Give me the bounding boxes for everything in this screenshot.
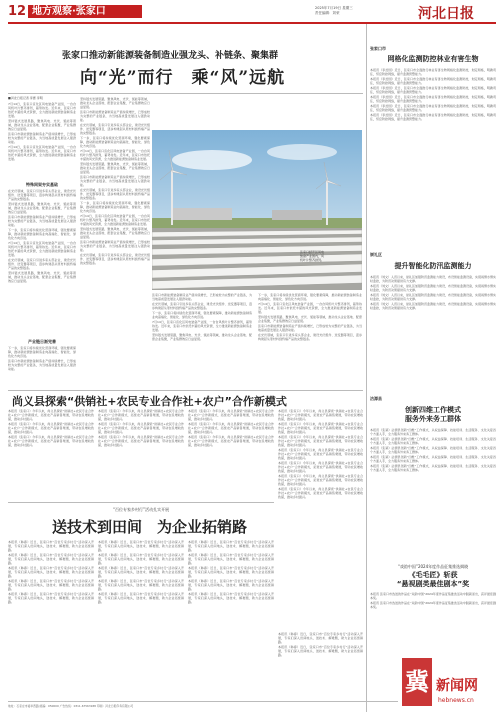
issue-date: 2025年7月19日 星期三 [315,6,353,10]
right-kicker-4: “戏韵中国”2024年度作品征集推选揭晓 [397,564,469,569]
story-2-col3: 本报讯（张家口）今年以来，尚义县探索“供销社+农民专业合作社+农户”合作新模式，拓宽农产品销售渠道，带动农民增收致富，推动乡村振兴。 本报讯（张家口）今年以来，尚义县探索“供销社+农民专业合作社+农户”合作新模式，拓宽农产品销售渠道，带动农民增收致富，推动乡村振兴。 本报讯（张家口）今年以来，尚义县探索“供销社+农民专业合作社+农户”合作新模式，拓宽农产品销售渠道，带动农民增收致富，推动乡村振兴。 [188,409,274,447]
story-3-col4: 本报讯（韩春）近日，张家口市“百位专家乡村行”活动深入开展，专家们深入田间地头，送技术、解难题，助力企业拓宽销路。 本报讯（韩春）近日，张家口市“百位专家乡村行”活动深入开展，专家们深入田间地头，送技术、解难题，助力企业拓宽销路。 [278,632,363,657]
right-title-2: 提升智能化防汛监测能力 [394,262,472,270]
lead-byline: ■河北日报记者 李惠 李明 [8,96,43,100]
right-section-1: 张家口市 [370,46,386,51]
story-2-title: 尚义县探索“供销社+农民专业合作社+农户”合作新模式 [12,395,287,408]
svg-text:新闻网: 新闻网 [436,678,478,694]
footer-rule [8,701,398,702]
lead-kicker: 张家口推动新能源装备制造业强龙头、补链条、聚集群 [62,51,279,61]
date-line [315,6,415,16]
watermark-logo [402,654,498,710]
story-2-col2: 本报讯（张家口）今年以来，尚义县探索“供销社+农民专业合作社+农户”合作新模式，拓宽农产品销售渠道，带动农民增收致富，推动乡村振兴。 本报讯（张家口）今年以来，尚义县探索“供销社+农民专业合作社+农户”合作新模式，拓宽农产品销售渠道，带动农民增收致富，推动乡村振兴。 本报讯（张家口）今年以来，尚义县探索“供销社+农民专业合作社+农户”合作新模式，拓宽农产品销售渠道，带动农民增收致富，推动乡村振兴。 [98,409,184,447]
svg-text:冀: 冀 [405,667,429,696]
right-column-divider [366,24,367,712]
story-2-top-rule [8,390,363,391]
lead-subhead-2: 产业链日渐完善 [28,339,56,344]
right-body-3: 本报讯（张颖）沽源县创新“四维”工作模式，从权益保障、技能培训、生活服务、文化关爱四个方面入手，全力服务外来务工群体。 本报讯（张颖）沽源县创新“四维”工作模式，从权益保障、技能培训、生活服务、文化关爱四个方面入手，全力服务外来务工群体。 本报讯（张颖）沽源县创新“四维”工作模式，从权益保障、技能培训、生活服务、文化关爱四个方面入手，全力服务外来务工群体。 本报讯（张颖）沽源县创新“四维”工作模式，从权益保障、技能培训、生活服务、文化关爱四个方面入手，全力服务外来务工群体。 本报讯（张颖）沽源县创新“四维”工作模式，从权益保障、技能培训、生活服务、文化关爱四个方面入手，全力服务外来务工群体。 [370,428,496,472]
story-3-top-rule [8,502,274,503]
masthead-logo: 河北日报 [418,6,474,22]
story-3-col3: 本报讯（韩春）近日，张家口市“百位专家乡村行”活动深入开展，专家们深入田间地头，送技术、解难题，助力企业拓宽销路。 本报讯（韩春）近日，张家口市“百位专家乡村行”活动深入开展，专家们深入田间地头，送技术、解难题，助力企业拓宽销路。 本报讯（韩春）近日，张家口市“百位专家乡村行”活动深入开展，专家们深入田间地头，送技术、解难题，助力企业拓宽销路。 本报讯（韩春）近日，张家口市“百位专家乡村行”活动深入开展，专家们深入田间地头，送技术、解难题，助力企业拓宽销路。 本报讯（韩春）近日，张家口市“百位专家乡村行”活动深入开展，专家们深入田间地头，送技术、解难题，助力企业拓宽销路。 [188,540,274,604]
editor-line: 责任编辑：刘荣 [315,11,340,15]
lead-subhead-1: 特殊网架夯实基础 [26,182,58,187]
headline-divider [8,93,363,94]
story-3-col2: 本报讯（韩春）近日，张家口市“百位专家乡村行”活动深入开展，专家们深入田间地头，送技术、解难题，助力企业拓宽销路。 本报讯（韩春）近日，张家口市“百位专家乡村行”活动深入开展，专家们深入田间地头，送技术、解难题，助力企业拓宽销路。 本报讯（韩春）近日，张家口市“百位专家乡村行”活动深入开展，专家们深入田间地头，送技术、解难题，助力企业拓宽销路。 本报讯（韩春）近日，张家口市“百位专家乡村行”活动深入开展，专家们深入田间地头，送技术、解难题，助力企业拓宽销路。 本报讯（韩春）近日，张家口市“百位专家乡村行”活动深入开展，专家们深入田间地头，送技术、解难题，助力企业拓宽销路。 [98,540,184,604]
right-title-1: 网格化监测防控林业有害生物 [387,55,479,63]
footer-text: 地址：石家庄市裕华西路 邮编：050000 广告热线：0311-67563188 印刷：河北日报印务有限公司 [8,704,134,708]
right-title-3: 创新四维工作模式 服务外来务工群体 [405,406,461,423]
lead-body-col2: 坚持链式发展思路，聚焦风电、光伏、氢能等领域，推动龙头企业落地、配套企业集聚，产业集群效应日益显现。 张家口市新能源装备制造业产值持续增长，已形成较为完整的产业链条，为当地高质量发展注入强劲动能。 在光伏领域，张家口引进多家头部企业，建设光伏组件、逆变器等项目，逐步构建起从原材料到终端产品的完整链条。 下一步，张家口将持续优化营商环境，强化要素保障，推动新能源装备制造业向高端化、智能化、绿色化方向迈进。 7月14日，张家口宣化区风电装备产业园，一台台风机叶片整齐排列，蓄势待发。近年来，张家口市依托丰富的风光资源，全力推进新能源装备制造业发展。 坚持链式发展思路，聚焦风电、光伏、氢能等领域，推动龙头企业落地、配套企业集聚，产业集群效应日益显现。 张家口市新能源装备制造业产值持续增长，已形成较为完整的产业链条，为当地高质量发展注入强劲动能。 在光伏领域，张家口引进多家头部企业，建设光伏组件、逆变器等项目，逐步构建起从原材料到终端产品的完整链条。 下一步，张家口将持续优化营商环境，强化要素保障，推动新能源装备制造业向高端化、智能化、绿色化方向迈进。 7月14日，张家口宣化区风电装备产业园，一台台风机叶片整齐排列，蓄势待发。近年来，张家口市依托丰富的风光资源，全力推进新能源装备制造业发展。 坚持链式发展思路，聚焦风电、光伏、氢能等领域，推动龙头企业落地、配套企业集聚，产业集群效应日益显现。 张家口市新能源装备制造业产值持续增长，已形成较为完整的产业链条，为当地高质量发展注入强劲动能。 在光伏领域，张家口引进多家头部企业，建设光伏组件、逆变器等项目，逐步构建起从原材料到终端产品的完整链条。 [80,97,150,265]
section-title: 地方观察·张家口 [28,5,142,18]
header-rule [8,22,496,24]
lead-photo [152,130,362,290]
story-2-col1: 本报讯（张家口）今年以来，尚义县探索“供销社+农民专业合作社+农户”合作新模式，拓宽农产品销售渠道，带动农民增收致富，推动乡村振兴。 本报讯（张家口）今年以来，尚义县探索“供销社+农民专业合作社+农户”合作新模式，拓宽农产品销售渠道，带动农民增收致富，推动乡村振兴。 本报讯（张家口）今年以来，尚义县探索“供销社+农民专业合作社+农户”合作新模式，拓宽农产品销售渠道，带动农民增收致富，推动乡村振兴。 [8,409,94,447]
story-3-col1: 本报讯（韩春）近日，张家口市“百位专家乡村行”活动深入开展，专家们深入田间地头，送技术、解难题，助力企业拓宽销路。 本报讯（韩春）近日，张家口市“百位专家乡村行”活动深入开展，专家们深入田间地头，送技术、解难题，助力企业拓宽销路。 本报讯（韩春）近日，张家口市“百位专家乡村行”活动深入开展，专家们深入田间地头，送技术、解难题，助力企业拓宽销路。 本报讯（韩春）近日，张家口市“百位专家乡村行”活动深入开展，专家们深入田间地头，送技术、解难题，助力企业拓宽销路。 本报讯（韩春）近日，张家口市“百位专家乡村行”活动深入开展，专家们深入田间地头，送技术、解难题，助力企业拓宽销路。 [8,540,94,604]
lead-headline: 向“光”而行 乘“风”远航 [80,68,286,88]
right-section-3: 沽源县 [370,396,382,401]
right-section-2: 崇礼区 [370,252,382,257]
wind-turbine-photo [152,130,362,290]
photo-caption: 张家口经开区风电装备产业园内，风机叶片整齐排列。 [300,250,324,262]
lead-body-col4: 下一步，张家口将持续优化营商环境，强化要素保障，推动新能源装备制造业向高端化、智能化、绿色化方向迈进。 7月14日，张家口宣化区风电装备产业园，一台台风机叶片整齐排列，蓄势待发。近年来，张家口市依托丰富的风光资源，全力推进新能源装备制造业发展。 坚持链式发展思路，聚焦风电、光伏、氢能等领域，推动龙头企业落地、配套企业集聚，产业集群效应日益显现。 张家口市新能源装备制造业产值持续增长，已形成较为完整的产业链条，为当地高质量发展注入强劲动能。 在光伏领域，张家口引进多家头部企业，建设光伏组件、逆变器等项目，逐步构建起从原材料到终端产品的完整链条。 [258,293,362,341]
lead-body-col1b: 在光伏领域，张家口引进多家头部企业，建设光伏组件、逆变器等项目，逐步构建起从原材料到终端产品的完整链条。 坚持链式发展思路，聚焦风电、光伏、氢能等领域，推动龙头企业落地、配套企业集聚，产业集群效应日益显现。 张家口市新能源装备制造业产值持续增长，已形成较为完整的产业链条，为当地高质量发展注入强劲动能。 下一步，张家口将持续优化营商环境，强化要素保障，推动新能源装备制造业向高端化、智能化、绿色化方向迈进。 7月14日，张家口宣化区风电装备产业园，一台台风机叶片整齐排列，蓄势待发。近年来，张家口市依托丰富的风光资源，全力推进新能源装备制造业发展。 在光伏领域，张家口引进多家头部企业，建设光伏组件、逆变器等项目，逐步构建起从原材料到终端产品的完整链条。 坚持链式发展思路，聚焦风电、光伏、氢能等领域，推动龙头企业落地、配套企业集聚，产业集群效应日益显现。 [8,189,76,283]
lead-body-col1c: 下一步，张家口将持续优化营商环境，强化要素保障，推动新能源装备制造业向高端化、智能化、绿色化方向迈进。 张家口市新能源装备制造业产值持续增长，已形成较为完整的产业链条，为当地高质量发展注入强劲动能。 [8,346,76,371]
lead-body-col3: 张家口市新能源装备制造业产值持续增长，已形成较为完整的产业链条，为当地高质量发展注入强劲动能。 在光伏领域，张家口引进多家头部企业，建设光伏组件、逆变器等项目，逐步构建起从原材料到终端产品的完整链条。 下一步，张家口将持续优化营商环境，强化要素保障，推动新能源装备制造业向高端化、智能化、绿色化方向迈进。 7月14日，张家口宣化区风电装备产业园，一台台风机叶片整齐排列，蓄势待发。近年来，张家口市依托丰富的风光资源，全力推进新能源装备制造业发展。 坚持链式发展思路，聚焦风电、光伏、氢能等领域，推动龙头企业落地、配套企业集聚，产业集群效应日益显现。 [152,293,252,341]
right-body-2: 本报讯（刘文）入汛以来，崇礼区加强防汛监测能力建设，布设智能监测设备，实现雨情水情实时监控，为防汛决策提供有力支撑。 本报讯（刘文）入汛以来，崇礼区加强防汛监测能力建设，布设智能监测设备，实现雨情水情实时监控，为防汛决策提供有力支撑。 本报讯（刘文）入汛以来，崇礼区加强防汛监测能力建设，布设智能监测设备，实现雨情水情实时监控，为防汛决策提供有力支撑。 本报讯（刘文）入汛以来，崇礼区加强防汛监测能力建设，布设智能监测设备，实现雨情水情实时监控，为防汛决策提供有力支撑。 [370,275,496,310]
right-body-4: 本报讯 张家口市选送的作品在“戏韵中国”2024年度作品征集推选活动中脱颖而出，获评最佳剧本奖。 本报讯 张家口市选送的作品在“戏韵中国”2024年度作品征集推选活动中脱颖而出，获评最佳剧本奖。 [370,592,496,609]
story-2-col4: 本报讯（张家口）今年以来，尚义县探索“供销社+农民专业合作社+农户”合作新模式，拓宽农产品销售渠道，带动农民增收致富，推动乡村振兴。 本报讯（张家口）今年以来，尚义县探索“供销社+农民专业合作社+农户”合作新模式，拓宽农产品销售渠道，带动农民增收致富，推动乡村振兴。 本报讯（张家口）今年以来，尚义县探索“供销社+农民专业合作社+农户”合作新模式，拓宽农产品销售渠道，带动农民增收致富，推动乡村振兴。 本报讯（张家口）今年以来，尚义县探索“供销社+农民专业合作社+农户”合作新模式，拓宽农产品销售渠道，带动农民增收致富，推动乡村振兴。 本报讯（张家口）今年以来，尚义县探索“供销社+农民专业合作社+农户”合作新模式，拓宽农产品销售渠道，带动农民增收致富，推动乡村振兴。 本报讯（张家口）今年以来，尚义县探索“供销社+农民专业合作社+农户”合作新模式，拓宽农产品销售渠道，带动农民增收致富，推动乡村振兴。 本报讯（张家口）今年以来，尚义县探索“供销社+农民专业合作社+农户”合作新模式，拓宽农产品销售渠道，带动农民增收致富，推动乡村振兴。 [278,409,363,499]
story-3-kicker: “百位专家乡村行”活动扎实开展 [112,507,170,512]
story-3-title: 送技术到田间 为企业拓销路 [52,518,248,536]
page-number: 12 [8,4,27,19]
svg-text:hebnews.cn: hebnews.cn [438,697,474,704]
right-title-4: 《毛毛匠》斩获 “悬视剧类最佳剧本”奖 [396,571,470,588]
hebnews-stamp-icon [402,654,498,710]
right-body-1: 本报讯（李治国）近日，张家口市全面推行林业有害生物网格化监测防控，划定网格，明确责任，织密防控网络，提升监测预警能力。 本报讯（李治国）近日，张家口市全面推行林业有害生物网格化监测防控，划定网格，明确责任，织密防控网络，提升监测预警能力。 本报讯（李治国）近日，张家口市全面推行林业有害生物网格化监测防控，划定网格，明确责任，织密防控网络，提升监测预警能力。 本报讯（李治国）近日，张家口市全面推行林业有害生物网格化监测防控，划定网格，明确责任，织密防控网络，提升监测预警能力。 本报讯（李治国）近日，张家口市全面推行林业有害生物网格化监测防控，划定网格，明确责任，织密防控网络，提升监测预警能力。 本报讯（李治国）近日，张家口市全面推行林业有害生物网格化监测防控，划定网格，明确责任，织密防控网络，提升监测预警能力。 [370,68,496,121]
lead-body-col1: 7月14日，张家口宣化区风电装备产业园，一台台风机叶片整齐排列，蓄势待发。近年来，张家口市依托丰富的风光资源，全力推进新能源装备制造业发展。 坚持链式发展思路，聚焦风电、光伏、氢能等领域，推动龙头企业落地、配套企业集聚，产业集群效应日益显现。 张家口市新能源装备制造业产值持续增长，已形成较为完整的产业链条，为当地高质量发展注入强劲动能。 7月14日，张家口宣化区风电装备产业园，一台台风机叶片整齐排列，蓄势待发。近年来，张家口市依托丰富的风光资源，全力推进新能源装备制造业发展。 [8,102,76,161]
